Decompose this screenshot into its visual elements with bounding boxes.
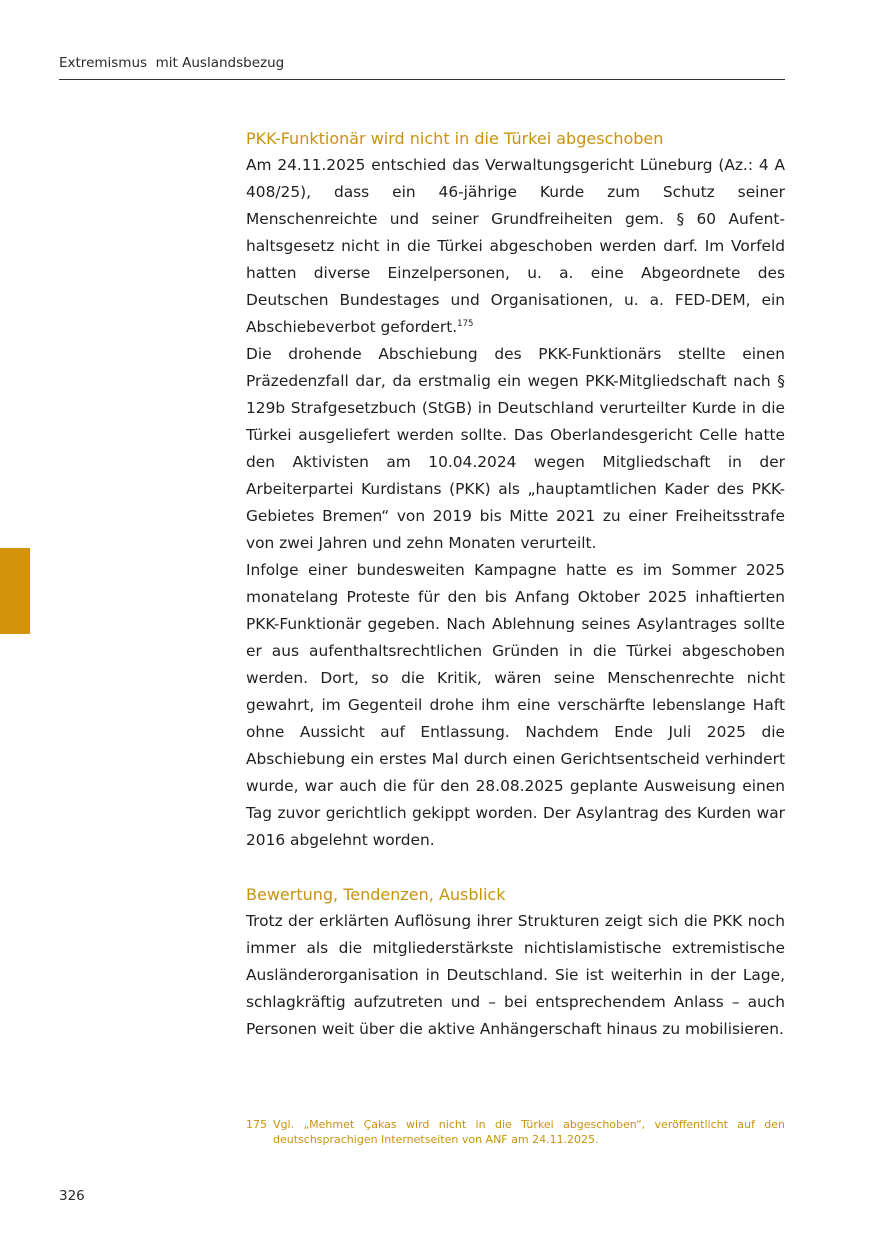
running-header-title: Extremismus mit Auslandsbezug <box>59 55 285 71</box>
paragraph: Infolge einer bundesweiten Kampagne hatte es im Sommer 2025 monatelang Proteste für den bis Anfang Oktober 2025 inhaftierten PKK-Funktionär gegeben. Nach Ablehnung seines Asylantrages sollte er aus aufenthaltsrechtlichen Gründen in die Türkei abgeschoben werden. Dort, so die Kritik, wären seine Menschenrechte nicht gewahrt, im Gegenteil drohe ihm eine verschärfte lebenslange Haft ohne Aussicht auf Entlassung. Nachdem Ende Juli 2025 die Abschiebung ein erstes Mal durch einen Gerichtsentscheid verhindert wurde, war auch die für den 28.08.2025 geplante Ausweisung einen Tag zuvor gerichtlich gekippt worden. Der Asylantrag des Kurden war 2016 abgelehnt worden. <box>246 561 785 849</box>
section-gap <box>246 854 785 881</box>
section-heading-pkk-abschiebung: PKK-Funktionär wird nicht in die Türkei abgeschoben <box>246 129 664 148</box>
footnote <box>246 1117 785 1147</box>
page-number: 326 <box>59 1188 85 1204</box>
running-header <box>59 55 785 80</box>
footnote-number: 175 <box>246 1118 267 1131</box>
paragraph <box>246 152 785 341</box>
paragraph-text: Am 24.11.2025 entschied das Verwaltungsgericht Lüneburg (Az.: 4 A 408/25), dass ein 46-jährige Kurde zum Schutz seiner Menschenreichte und seiner Grundfreiheiten gem. § 60 Aufenthaltsgesetz nicht in die Türkei abgeschoben werden darf. Im Vorfeld hatten diverse Einzelpersonen, u. a. eine Abgeordnete des Deutschen Bundestages und Organisationen, u. a. FED-DEM, ein Abschiebeverbot gefordert. <box>246 156 785 336</box>
paragraph: Trotz der erklärten Auflösung ihrer Strukturen zeigt sich die PKK noch immer als die mitgliederstärkste nichtislamistische extremistische Ausländerorganisation in Deutschland. Sie ist weiterhin in der Lage, schlagkräftig aufzutreten und – bei entsprechendem Anlass – auch Personen weit über die aktive Anhängerschaft hinaus zu mobilisieren. <box>246 912 785 1038</box>
footnote-reference[interactable]: 175 <box>457 319 474 329</box>
paragraph: Die drohende Abschiebung des PKK-Funktionärs stellte einen Präzedenzfall dar, da erstmalig ein wegen PKK-Mitgliedschaft nach § 129b Strafgesetzbuch (StGB) in Deutschland verurteilter Kurde in die Türkei ausgeliefert werden sollte. Das Oberlandesgericht Celle hatte den Aktivisten am 10.04.2024 wegen Mitgliedschaft in der Arbeiterpartei Kurdistans (PKK) als „hauptamtlichen Kader des PKK-Gebietes Bremen“ von 2019 bis Mitte 2021 zu einer Freiheitsstrafe von zwei Jahren und zehn Monaten verurteilt. <box>246 345 785 552</box>
section-heading-bewertung: Bewertung, Tendenzen, Ausblick <box>246 885 506 904</box>
footnote-text: Vgl. „Mehmet Çakas wird nicht in die Türkei abgeschoben“, veröffentlicht auf den deutschsprachigen Internetseiten von ANF am 24.11.2025. <box>273 1118 785 1146</box>
main-content <box>246 125 785 1043</box>
chapter-side-tab <box>0 548 30 634</box>
